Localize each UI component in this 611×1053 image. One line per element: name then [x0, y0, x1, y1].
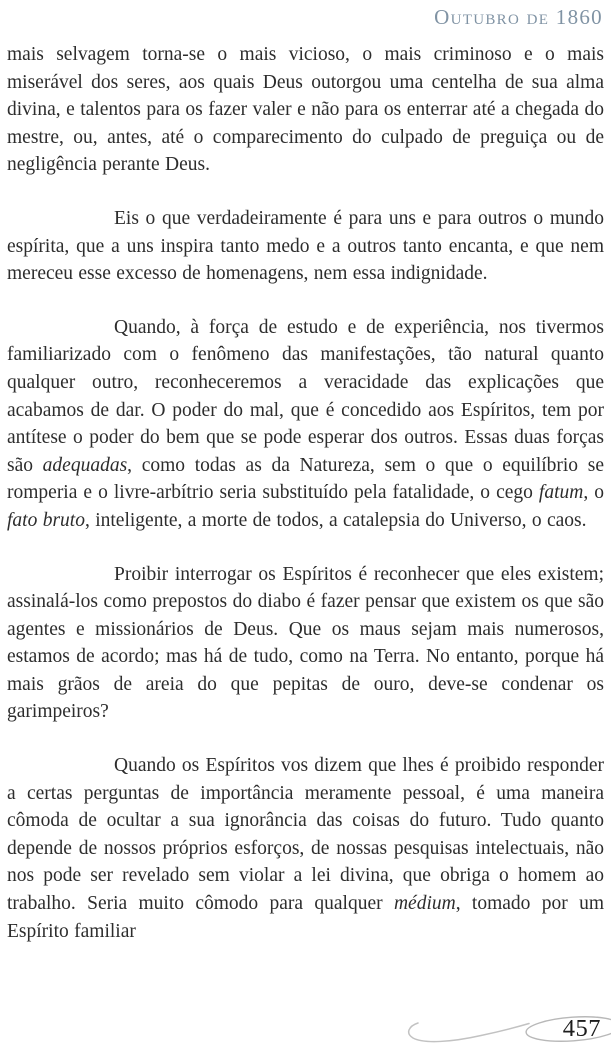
- paragraph: [7, 41, 604, 179]
- text-segment: mais selvagem torna-se o mais vicioso, o mais criminoso e o mais miserável dos seres, aos quais Deus outorgou uma centelha de sua alma divina, e talentos para os fazer valer e não para os enterrar até a chegada do mestre, ou, antes, até o comparecimento do culpado de preguiça ou de negligência perante Deus.: [7, 44, 604, 176]
- page-body: [7, 41, 604, 971]
- text-segment: Quando os Espíritos vos dizem que lhes é proibido responder a certas perguntas de importância meramente pessoal, é uma maneira cômoda de ocultar a sua ignorância das coisas do futuro. Tudo quanto depende de nossos próprios esforços, de nossas pesquisas intelectuais, não nos pode ser revelado sem violar a lei divina, que obriga o homem ao trabalho. Seria muito cômodo para qualquer: [7, 755, 604, 915]
- text-segment: , o: [583, 482, 604, 504]
- paragraph: [7, 314, 604, 535]
- italic-text-segment: médium: [393, 893, 456, 915]
- text-segment: , tomado por um Espírito familiar: [7, 893, 604, 942]
- paragraph: [7, 561, 604, 727]
- text-segment: , como todas as da Natureza, sem o que o equilíbrio se romperia e o livre-arbítrio seria substituído pela fatalidade, o cego: [7, 454, 604, 504]
- text-segment: , inteligente, a morte de todos, a catalepsia do Universo, o caos.: [84, 509, 587, 531]
- text-segment: Eis o que verdadeiramente é para uns e para outros o mundo espírita, que a uns inspira tanto medo e a outros tanto encanta, e que nem mereceu esse excesso de homenagens, nem essa indignidade.: [7, 207, 604, 285]
- italic-text-segment: fato bruto: [7, 509, 85, 531]
- running-header: Outubro de 1860: [434, 5, 603, 29]
- paragraph: [7, 205, 604, 288]
- paragraph: [7, 752, 604, 945]
- italic-text-segment: adequadas: [42, 454, 128, 476]
- italic-text-segment: fatum: [538, 482, 584, 504]
- text-segment: Proibir interrogar os Espíritos é reconhecer que eles existem; assinalá-los como prepostos do diabo é fazer pensar que existem os que são agentes e missionários de Deus. Que os maus sejam mais numerosos, estamos de acordo; mas há de tudo, como na Terra. No entanto, porque há mais grãos de areia do que pepitas de ouro, deve-se condenar os garimpeiros?: [7, 563, 604, 723]
- text-segment: Quando, à força de estudo e de experiência, nos tivermos familiarizado com o fenômeno das manifestações, tão natural quanto qualquer outro, reconheceremos a veracidade das explicações que acabamos de dar. O poder do mal, que é concedido aos Espíritos, tem por antítese o poder do bem que se pode esperar dos outros. Essas duas forças são: [7, 316, 604, 476]
- page-footer: [376, 1000, 611, 1046]
- page-number: 457: [562, 1015, 601, 1042]
